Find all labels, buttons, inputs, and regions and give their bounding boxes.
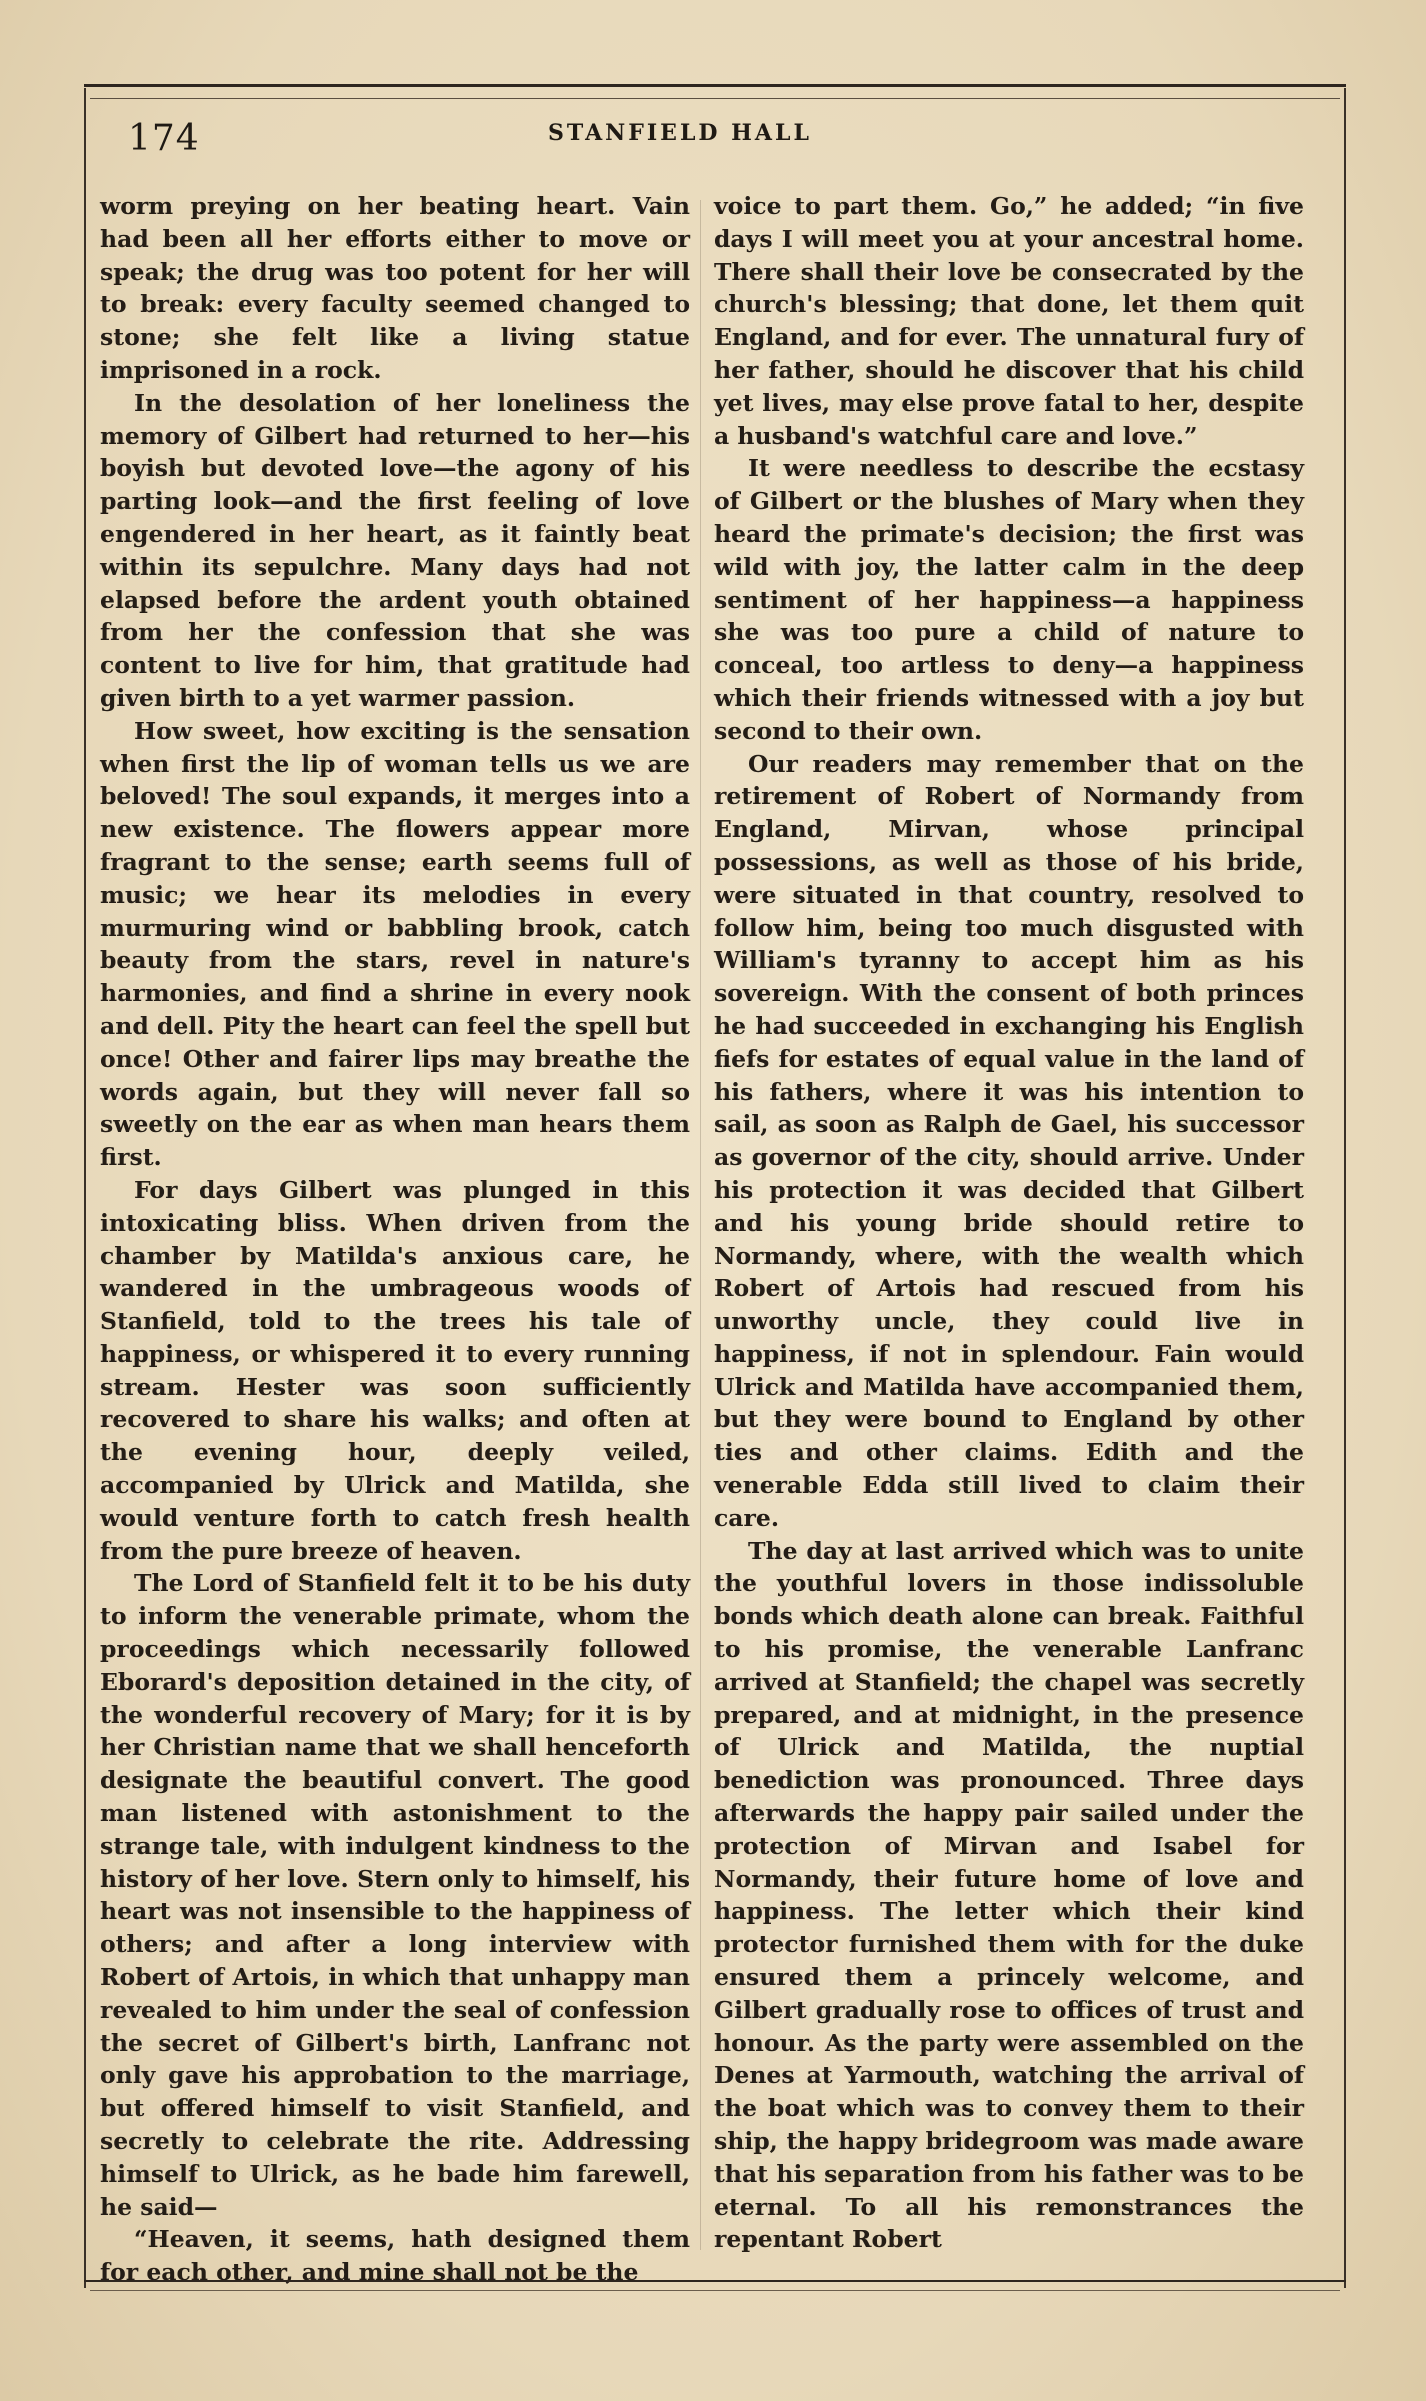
column-separator <box>700 200 701 2250</box>
paragraph: It were needless to describe the ecstasy of Gilbert or the blushes of Mary when they heard the primate's decision; the first was wild with joy, the latter calm in the deep sentiment of her happiness—a happiness she was too pure a child of nature to conceal, too artless to deny—a happiness which their friends witnessed with a joy but second to their own. <box>714 454 1304 745</box>
paragraph: In the desolation of her loneliness the memory of Gilbert had returned to her—his boyish but devoted love—the agony of his parting look—and the first feeling of love engendered in her heart, as it faintly beat within its sepulchre. Many days had not elapsed before the ardent youth obtained from her the confession that she was content to live for him, that gratitude had given birth to a yet warmer passion. <box>100 388 690 712</box>
paragraph: The day at last arrived which was to unite the youthful lovers in those indissoluble bonds which death alone can break. Faithful to his promise, the venerable Lanfranc arrived at Stanfield; the chapel was secretly prepared, and at midnight, in the presence of Ulrick and Matilda, the nuptial benediction was pronounced. Three days afterwards the happy pair sailed under the protection of Mirvan and Isabel for Normandy, their future home of love and happiness. The letter which their kind protector furnished them with for the duke ensured them a princely welcome, and Gilbert gradually rose to offices of trust and honour. As the party were assembled on the Denes at Yarmouth, watching the arrival of the boat which was to convey them to their ship, the happy bridegroom was made aware that his separation from his father was to be eternal. To all his remonstrances the repentant Robert <box>714 1536 1304 2254</box>
page-number: 174 <box>128 118 200 159</box>
running-title: STANFIELD HALL <box>548 120 812 146</box>
paragraph: voice to part them. Go,” he added; “in five days I will meet you at your ancestral home. There shall their love be consecrated by the church's blessing; that done, let them quit England, and for ever. The unnatural fury of her father, should he discover that his child yet lives, may else prove fatal to her, despite a husband's watchful care and love.” <box>714 192 1304 450</box>
paragraph: The Lord of Stanfield felt it to be his duty to inform the venerable primate, whom the proceedings which necessarily followed Eborard's deposition detained in the city, of the wonderful recovery of Mary; for it is by her Christian name that we shall henceforth designate the beautiful convert. The good man listened with astonishment to the strange tale, with indulgent kindness to the history of her love. Stern only to himself, his heart was not insensible to the happiness of others; and after a long interview with Robert of Artois, in which that unhappy man revealed to him under the seal of confession the secret of Gilbert's birth, Lanfranc not only gave his approbation to the marriage, but offered himself to visit Stanfield, and secretly to celebrate the rite. Addressing himself to Ulrick, as he bade him farewell, he said— <box>100 1569 690 2221</box>
bottom-rule <box>84 2280 1346 2282</box>
paragraph: “Heaven, it seems, hath designed them for each other, and mine shall not be the <box>100 2225 690 2287</box>
paragraph: worm preying on her beating heart. Vain had been all her efforts either to move or speak; the drug was too potent for her will to break: every faculty seemed changed to stone; she felt like a living statue imprisoned in a rock. <box>100 192 690 384</box>
paragraph: How sweet, how exciting is the sensation when first the lip of woman tells us we are beloved! The soul expands, it merges into a new existence. The flowers appear more fragrant to the sense; earth seems full of music; we hear its melodies in every murmuring wind or babbling brook, catch beauty from the stars, revel in nature's harmonies, and find a shrine in every nook and dell. Pity the heart can feel the spell but once! Other and fairer lips may breathe the words again, but they will never fall so sweetly on the ear as when man hears them first. <box>100 716 690 1172</box>
paragraph: Our readers may remember that on the retirement of Robert of Normandy from England, Mirvan, whose principal possessions, as well as those of his bride, were situated in that country, resolved to follow him, being too much disgusted with William's tyranny to accept him as his sovereign. With the consent of both princes he had succeeded in exchanging his English fiefs for estates of equal value in the land of his fathers, where it was his intention to sail, as soon as Ralph de Gael, his successor as governor of the city, should arrive. Under his protection it was decided that Gilbert and his young bride should retire to Normandy, where, with the wealth which Robert of Artois had rescued from his unworthy uncle, they could live in happiness, if not in splendour. Fain would Ulrick and Matilda have accompanied them, but they were bound to England by other ties and other claims. Edith and the venerable Edda still lived to claim their care. <box>714 749 1304 1532</box>
right-column <box>714 190 1304 2256</box>
left-column <box>100 190 690 2289</box>
paragraph: For days Gilbert was plunged in this intoxicating bliss. When driven from the chamber by Matilda's anxious care, he wandered in the umbrageous woods of Stanfield, told to the trees his tale of happiness, or whispered it to every running stream. Hester was soon sufficiently recovered to share his walks; and often at the evening hour, deeply veiled, accompanied by Ulrick and Matilda, she would venture forth to catch fresh health from the pure breeze of heaven. <box>100 1175 690 1565</box>
bottom-rule-inner <box>90 2290 1340 2291</box>
top-rule <box>84 84 1346 87</box>
